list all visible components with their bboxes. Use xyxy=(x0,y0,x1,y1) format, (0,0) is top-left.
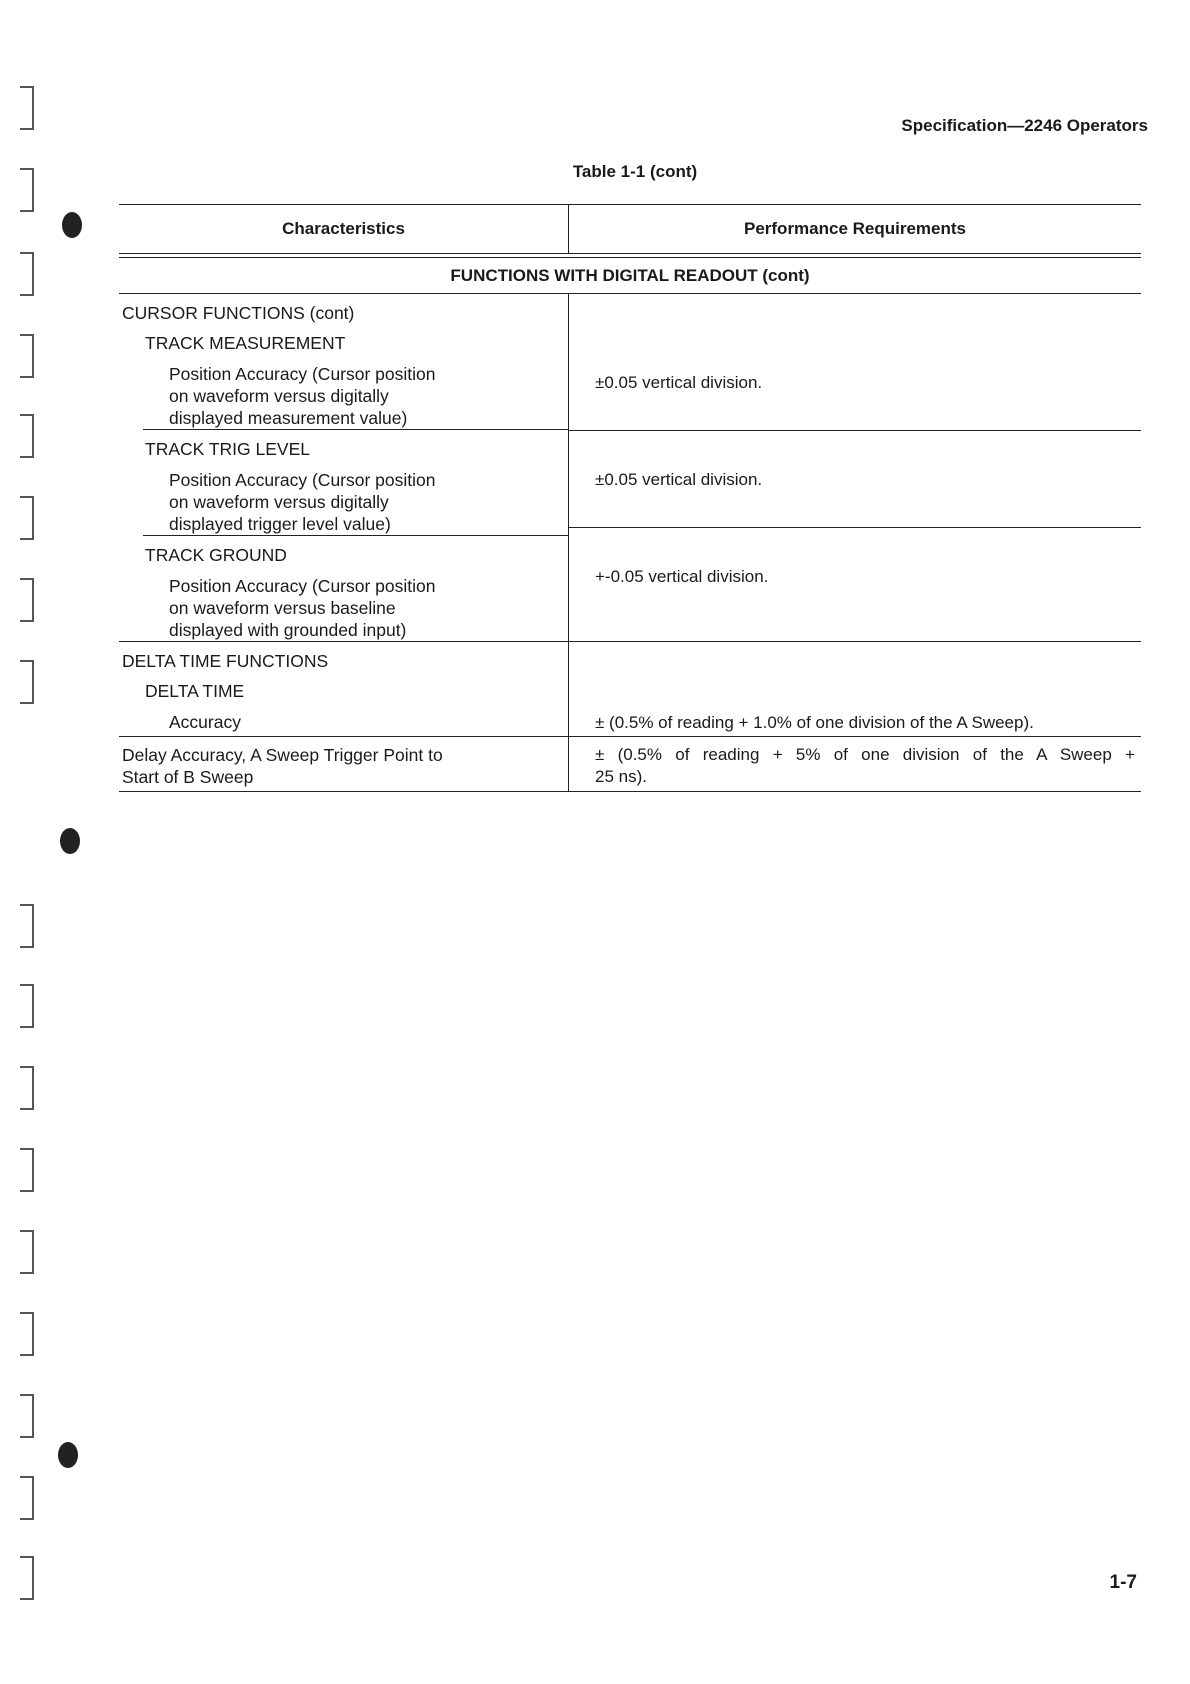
delay-accuracy-value: 25 ns). xyxy=(595,767,647,786)
track-ground-title: TRACK GROUND xyxy=(145,545,287,565)
binder-mark xyxy=(20,496,34,540)
track-ground-value: +-0.05 vertical division. xyxy=(595,567,769,586)
delay-accuracy-value: ± (0.5% of reading + 5% of one division of the A Sweep + xyxy=(595,745,1135,764)
track-measurement-text: Position Accuracy (Cursor position xyxy=(169,364,436,384)
track-ground-text: on waveform versus baseline xyxy=(169,598,396,618)
binder-hole xyxy=(60,828,80,854)
table-bottom-rule xyxy=(119,791,1141,792)
binder-mark xyxy=(20,904,34,948)
page-header: Specification—2246 Operators xyxy=(901,116,1148,135)
binder-mark xyxy=(20,86,34,130)
delta-accuracy-label: Accuracy xyxy=(169,712,241,732)
spec-table xyxy=(119,204,1141,792)
delta-time-block xyxy=(119,642,1141,736)
binder-hole xyxy=(62,212,82,238)
delta-time-title: DELTA TIME xyxy=(145,681,245,701)
binder-mark xyxy=(20,660,34,704)
delay-accuracy-block xyxy=(119,737,1141,791)
track-measurement-title: TRACK MEASUREMENT xyxy=(145,333,346,353)
track-trig-text: displayed trigger level value) xyxy=(169,514,391,534)
delta-accuracy-value: ± (0.5% of reading + 1.0% of one division of the A Sweep). xyxy=(595,713,1034,732)
cursor-functions-title: CURSOR FUNCTIONS (cont) xyxy=(122,303,355,323)
binder-mark xyxy=(20,334,34,378)
track-trig-value: ±0.05 vertical division. xyxy=(595,470,763,489)
binder-mark xyxy=(20,984,34,1028)
section-title: FUNCTIONS WITH DIGITAL READOUT (cont) xyxy=(119,258,1141,294)
cursor-functions-block xyxy=(119,294,1141,641)
delay-accuracy-text: Start of B Sweep xyxy=(122,767,254,787)
track-trig-title: TRACK TRIG LEVEL xyxy=(145,439,311,459)
delta-time-functions-title: DELTA TIME FUNCTIONS xyxy=(122,651,329,671)
delay-accuracy-left xyxy=(119,737,569,791)
track-trig-text: Position Accuracy (Cursor position xyxy=(169,470,436,490)
track-measurement-text: on waveform versus digitally xyxy=(169,386,389,406)
binder-mark xyxy=(20,578,34,622)
binder-mark xyxy=(20,1394,34,1438)
delay-accuracy-text: Delay Accuracy, A Sweep Trigger Point to xyxy=(122,745,443,765)
binder-mark xyxy=(20,414,34,458)
cursor-functions-left xyxy=(119,294,569,641)
binder-mark xyxy=(20,1066,34,1110)
binder-hole xyxy=(58,1442,78,1468)
binder-mark xyxy=(20,1148,34,1192)
track-measurement-value: ±0.05 vertical division. xyxy=(595,373,763,392)
binder-mark xyxy=(20,1230,34,1274)
binder-mark xyxy=(20,1312,34,1356)
delta-time-left xyxy=(119,642,569,736)
table-header-row xyxy=(119,205,1141,253)
column-header-performance: Performance Requirements xyxy=(743,219,967,238)
track-measurement-text: displayed measurement value) xyxy=(169,408,408,428)
cursor-functions-right xyxy=(569,294,1141,641)
page-number: 1-7 xyxy=(1109,1572,1137,1593)
binder-mark xyxy=(20,1476,34,1520)
binder-mark xyxy=(20,252,34,296)
table-title: Table 1-1 (cont) xyxy=(572,162,698,181)
track-ground-text: Position Accuracy (Cursor position xyxy=(169,576,436,596)
binder-mark xyxy=(20,1556,34,1600)
column-header-characteristics: Characteristics xyxy=(119,205,569,253)
track-ground-text: displayed with grounded input) xyxy=(169,620,407,640)
delay-accuracy-right xyxy=(569,737,1141,791)
track-trig-text: on waveform versus digitally xyxy=(169,492,389,512)
delta-time-right xyxy=(569,642,1141,736)
